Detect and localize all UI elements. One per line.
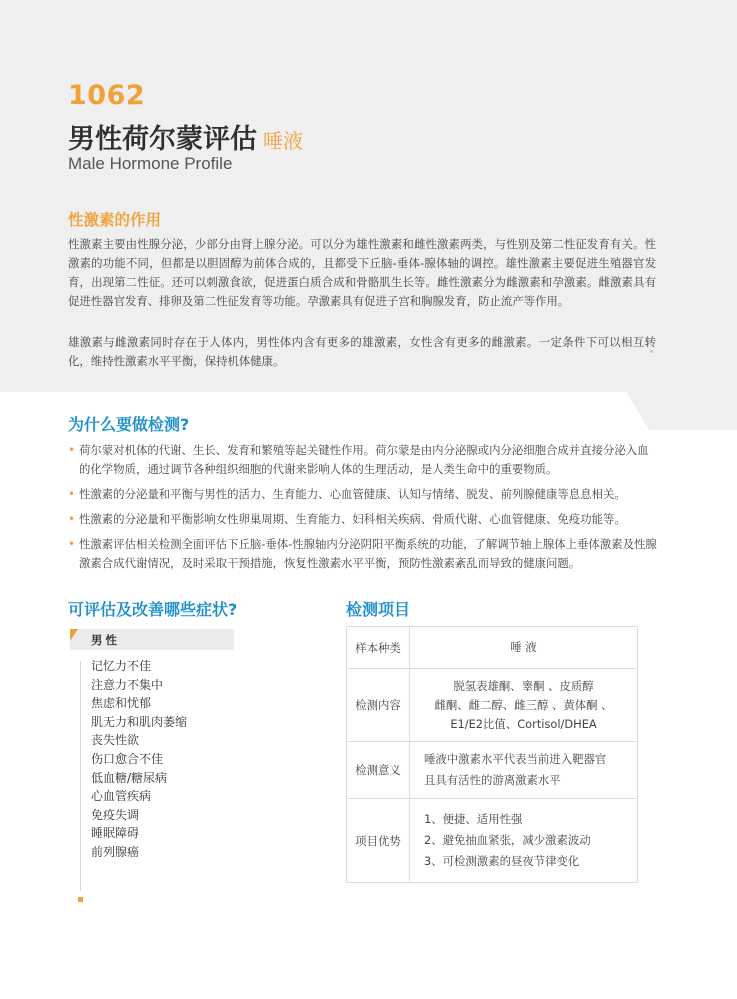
list-item: 免疫失调	[91, 807, 140, 822]
bullet-dot-icon: •	[68, 512, 76, 526]
table-row	[347, 669, 638, 742]
list-item: 焦虑和忧郁	[91, 696, 152, 711]
sample-tag: 唾液	[263, 129, 303, 153]
symptom-divider-line	[80, 661, 81, 891]
symptom-list	[91, 657, 187, 862]
table-row	[347, 627, 638, 669]
bullet-dot-icon: •	[68, 443, 76, 457]
list-item: • 性激素评估相关检测全面评估下丘脑-垂体-性腺轴内分泌阴阳平衡系统的功能，了解调节轴上腺体上垂体激素及性腺激素合成代谢情况，及时采取干预措施，恢复性激素水平平衡，预防性激素紊乱而导致的健康问题。	[68, 537, 657, 570]
row-label: 样本种类	[347, 627, 410, 669]
row-value: 1、便捷、适用性强 2、避免抽血紧张，减少激素波动 3、可检测激素的昼夜节律变化	[410, 799, 638, 883]
why-bullet-list	[68, 441, 658, 579]
section-heading-role: 性激素的作用	[68, 211, 162, 229]
list-item: 前列腺癌	[91, 844, 140, 859]
list-item: • 荷尔蒙对机体的代谢、生长、发育和繁殖等起关键性作用。荷尔蒙是由内分泌腺或内分泌细胞合成并直接分泌入血的化学物质，通过调节各种组织细胞的代谢来影响人体的生理活动，是人类生命中的重要物质。	[68, 443, 649, 476]
page-subtitle: Male Hormone Profile	[68, 154, 233, 173]
test-items-table	[346, 626, 638, 883]
list-item: 记忆力不佳	[91, 659, 152, 673]
row-label: 检测意义	[347, 742, 410, 799]
bullet-dot-icon: •	[68, 537, 76, 551]
row-value: 脱氢表雄酮、睾酮 、皮质醇 雌酮、雌二醇、雌三醇 、黄体酮 、 E1/E2比值、Cortisol/DHEA	[410, 669, 638, 742]
title-row	[68, 117, 303, 156]
list-item: • 性激素的分泌量和平衡与男性的活力、生育能力、心血管健康、认知与情绪、脱发、前列腺健康等息息相关。	[68, 485, 658, 504]
paragraph-role-1: 性激素主要由性腺分泌，少部分由肾上腺分泌。可以分为雄性激素和雌性激素两类，与性别及第二性征发育有关。性激素的功能不同，但都是以胆固醇为前体合成的，且都受下丘脑-垂体-腺体轴的调控。雄性激素主要促进生殖器官发育，出现第二性征。还可以刺激食欲，促进蛋白质合成和骨骼肌生长等。雌性激素分为雌激素和孕激素。雌激素具有促进性器官发育、排卵及第二性征发育等功能。孕激素具有促进子宫和胸腺发育，防止流产等作用。	[68, 237, 656, 308]
product-code: 1062	[68, 80, 146, 111]
gender-label: 男性	[91, 633, 120, 647]
corner-triangle-icon	[70, 629, 78, 641]
list-item: 丧失性欲	[91, 733, 140, 748]
section-heading-why: 为什么要做检测?	[68, 415, 190, 434]
symptom-end-dot	[78, 897, 83, 902]
list-item: 低血糖/糖尿病	[91, 770, 168, 785]
list-item: • 性激素的分泌量和平衡影响女性卵巢周期、生育能力、妇科相关疾病、骨质代谢、心血管健康、免疫功能等。	[68, 510, 658, 529]
band-corner-shape	[627, 385, 737, 430]
table-row	[347, 799, 638, 883]
list-item: 睡眠障碍	[91, 826, 140, 841]
row-value: 唾 液	[410, 627, 638, 669]
table-row	[347, 742, 638, 799]
row-value: 唾液中激素水平代表当前进入靶器官 且具有活性的游离激素水平	[410, 742, 638, 799]
paragraph-role-2: 雄激素与雌激素同时存在于人体内，男性体内含有更多的雄激素，女性含有更多的雌激素。一定条件下可以相互转化，维持性激素水平平衡，保持机体健康。	[68, 335, 656, 368]
list-item: 心血管疾病	[91, 789, 152, 804]
section-heading-tests: 检测项目	[346, 600, 411, 619]
bullet-dot-icon: •	[68, 487, 76, 501]
section-heading-symptoms: 可评估及改善哪些症状?	[68, 600, 238, 619]
list-item: 伤口愈合不佳	[91, 751, 164, 766]
row-label: 项目优势	[347, 799, 410, 883]
row-label: 检测内容	[347, 669, 410, 742]
list-item: 注意力不集中	[91, 677, 164, 692]
page-title: 男性荷尔蒙评估	[68, 124, 257, 155]
list-item: 肌无力和肌肉萎缩	[91, 714, 188, 729]
